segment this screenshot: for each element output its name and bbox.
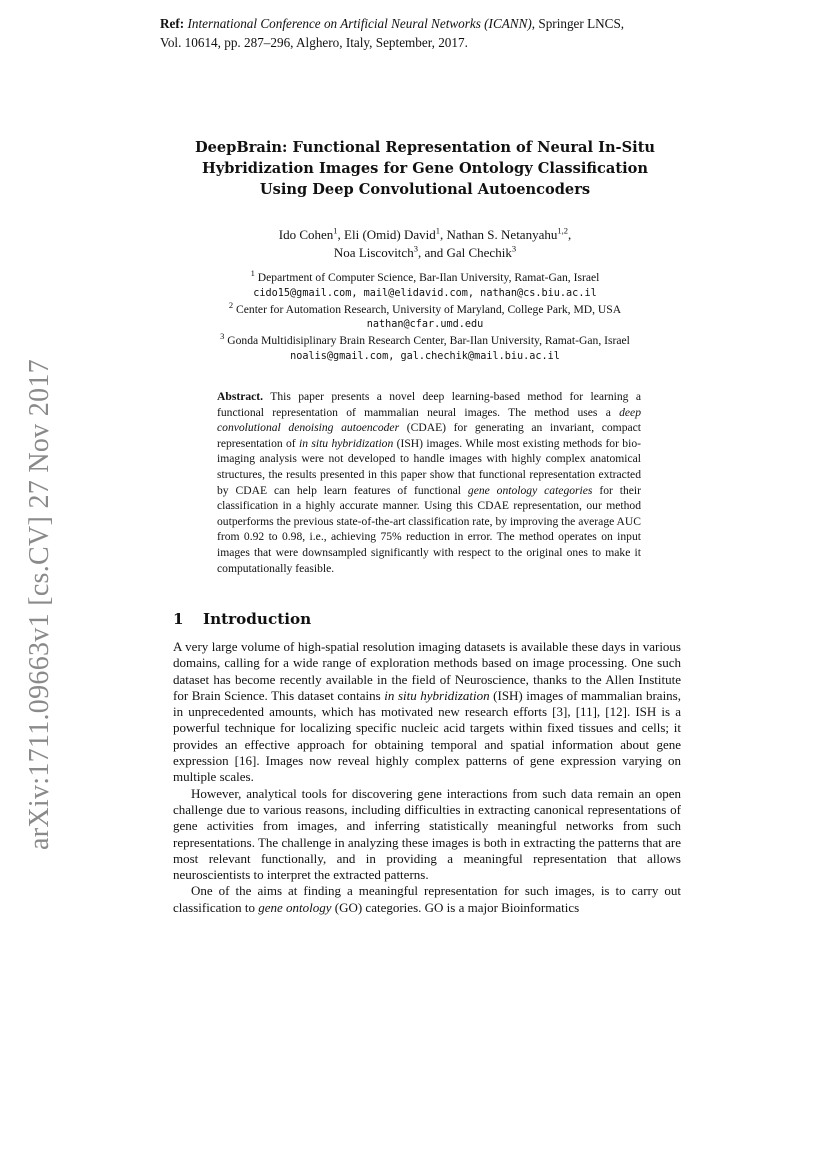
section-title: Introduction bbox=[203, 610, 312, 628]
abstract-text: (CDAE) for generating an invariant, compact representation of bbox=[217, 421, 642, 450]
abstract bbox=[217, 389, 641, 576]
author-sup: 1 bbox=[333, 225, 338, 236]
author-name: , Nathan S. Netanyahu bbox=[440, 227, 558, 242]
author-name: , and Gal Chechik bbox=[417, 245, 512, 260]
author-sup: 3 bbox=[413, 243, 418, 254]
affiliation-emails-1: cido15@gmail.com, mail@elidavid.com, nathan@cs.biu.ac.il bbox=[253, 287, 597, 299]
author-list bbox=[160, 226, 690, 262]
abstract-emph: in situ hybridization bbox=[299, 436, 394, 450]
ref-line2: Vol. 10614, pp. 287–296, Alghero, Italy, September, 2017. bbox=[160, 35, 468, 50]
affiliation-text: Gonda Multidisiplinary Brain Research Center, Bar-Ilan University, Ramat-Gan, Israel bbox=[224, 334, 630, 348]
paragraph-text: (GO) categories. GO is a major Bioinformatics bbox=[331, 899, 580, 915]
abstract-label: Abstract. bbox=[217, 390, 264, 403]
affiliation-sup: 1 bbox=[250, 268, 255, 279]
author-line-2 bbox=[160, 244, 690, 262]
body-text bbox=[173, 639, 681, 916]
affiliations bbox=[160, 270, 690, 365]
author-sep: , bbox=[567, 227, 572, 242]
abstract-emph: deep convolutional denoising autoencoder bbox=[217, 405, 641, 435]
abstract-text: (ISH) images. While most existing methods for bio-imaging analysis were not developed to handle images with highly complex anatomical structures, the results presented in this paper show that functional representation extracted by CDAE can help learn features of functional bbox=[217, 436, 641, 497]
affiliation-1 bbox=[160, 270, 690, 286]
author-sup: 1,2 bbox=[557, 225, 568, 236]
affiliation-text: Department of Computer Science, Bar-Ilan University, Ramat-Gan, Israel bbox=[254, 271, 600, 284]
abstract-text: This paper presents a novel deep learning-based method for learning a functional representation of mammalian neural images. The method uses a bbox=[217, 390, 641, 419]
paper-title bbox=[160, 137, 690, 200]
affiliation-text: Center for Automation Research, University of Maryland, College Park, MD, USA bbox=[233, 302, 622, 316]
ref-label: Ref: bbox=[160, 16, 185, 31]
abstract-text: for their classification in a highly accurate manner. Using this CDAE representation, our method outperforms the previous state-of-the-art classification rate, by improving the average AUC from 0.92 to 0.98, i.e., achieving 75% reduction in error. The method operates on input images that were downsampled significantly with respect to the original ones to make it computationally feasible. bbox=[217, 483, 641, 575]
ref-venue: International Conference on Artificial Neural Networks (ICANN) bbox=[187, 16, 532, 31]
author-name: , Eli (Omid) David bbox=[337, 227, 436, 242]
abstract-emph: gene ontology categories bbox=[467, 483, 593, 497]
author-line-1 bbox=[160, 226, 690, 244]
affiliation-2 bbox=[160, 299, 690, 318]
arxiv-stamp: arXiv:1711.09663v1 [cs.CV] 27 Nov 2017 bbox=[24, 359, 55, 850]
author-sup: 1 bbox=[435, 225, 441, 236]
author-name: Noa Liscovitch bbox=[333, 245, 414, 260]
paragraph-text: (ISH) images of mammalian brains, in unprecedented amounts, which has motivated new research efforts [3], [11], [12]. ISH is a powerful technique for localizing specific nucleic acid targets within fixed tissues and cells; it provides an effective approach for obtaining temporal and spatial information about gene expression [16]. Images now reveal highly complex patterns of gene expression varying on multiple scales. bbox=[173, 687, 681, 785]
ref-rest: , Springer LNCS, bbox=[531, 16, 625, 31]
affiliation-emails-2: nathan@cfar.umd.edu bbox=[366, 319, 484, 331]
affiliation-sup: 3 bbox=[220, 331, 225, 342]
title-line-1: DeepBrain: Functional Representation of Neural In-Situ bbox=[194, 139, 656, 156]
author-name: Ido Cohen bbox=[278, 227, 334, 242]
affiliation-3 bbox=[160, 333, 690, 349]
paragraph-1 bbox=[173, 639, 681, 786]
section-heading bbox=[173, 610, 311, 628]
reference-header bbox=[160, 14, 700, 52]
affiliation-sup: 2 bbox=[228, 299, 234, 310]
author-sup: 3 bbox=[511, 243, 517, 254]
paragraph-2: However, analytical tools for discovering gene interactions from such data remain an open challenge due to various reasons, including difficulties in extracting canonical representations of gene activities from images, and inferring statistically meaningful networks from such representations. The challenge in analyzing these images is both in extracting the patterns that are most relevant functionally, and in providing a meaningful representation that allows neuroscientists to interpret the extracted patterns. bbox=[173, 785, 681, 883]
paragraph-text: One of the aims at finding a meaningful representation for such images, is to carry out classification to bbox=[173, 883, 681, 915]
paragraph-text: A very large volume of high-spatial resolution imaging datasets is available these days in various domains, calling for a wide range of exploration methods based on image processing. One such dataset has become recently available in the field of Neuroscience, thanks to the Allen Institute for Brain Science. This dataset contains bbox=[173, 639, 681, 703]
title-line-2: Hybridization Images for Gene Ontology Classification bbox=[202, 160, 648, 177]
title-line-3: Using Deep Convolutional Autoencoders bbox=[259, 181, 591, 198]
paragraph-emph: in situ hybridization bbox=[384, 687, 490, 703]
paragraph-emph: gene ontology bbox=[258, 899, 332, 915]
section-number: 1 bbox=[173, 610, 184, 628]
paragraph-3 bbox=[173, 883, 681, 916]
affiliation-emails-3: noalis@gmail.com, gal.chechik@mail.biu.ac.il bbox=[290, 350, 560, 362]
